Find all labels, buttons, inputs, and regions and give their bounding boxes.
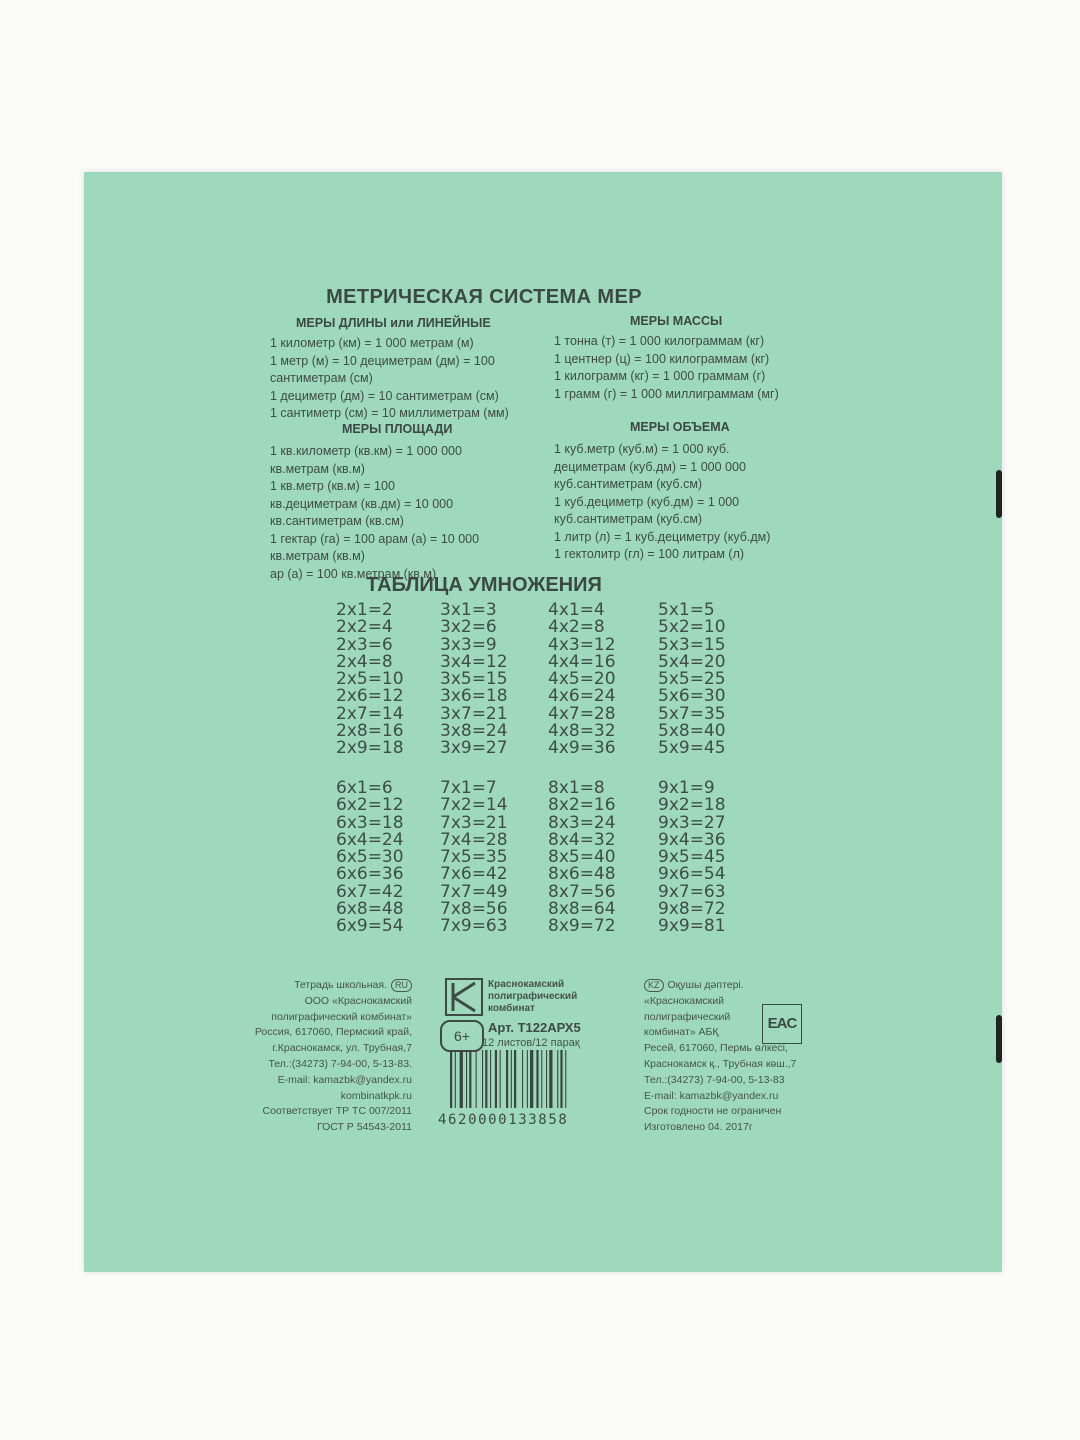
multiplication-fact: 4x4=16 xyxy=(548,651,616,672)
area-line: кв.метрам (кв.м) xyxy=(270,461,365,476)
multiplication-fact: 8x6=48 xyxy=(548,864,616,885)
volume-line: дециметрам (куб.дм) = 1 000 000 xyxy=(554,459,746,474)
multiplication-fact: 2x2=4 xyxy=(336,617,393,638)
footer-left-line: kombinatkpk.ru xyxy=(340,1089,412,1102)
multiplication-fact: 2x4=8 xyxy=(336,651,393,672)
footer-right-line: Тел.:(34273) 7-94-00, 5-13-83 xyxy=(644,1073,785,1086)
multiplication-fact: 5x9=45 xyxy=(658,738,726,759)
multiplication-column xyxy=(548,602,616,758)
multiplication-fact: 8x1=8 xyxy=(548,778,605,798)
multiplication-fact: 4x7=28 xyxy=(548,703,616,724)
multiplication-fact: 3x7=21 xyxy=(440,703,508,724)
multiplication-fact: 2x6=12 xyxy=(336,686,404,707)
footer-right-title-row xyxy=(644,978,796,994)
volume-line: куб.сантиметрам (куб.см) xyxy=(554,477,703,491)
mass-line: 1 килограмм (кг) = 1 000 граммам (г) xyxy=(554,369,766,383)
multiplication-fact: 7x3=21 xyxy=(440,812,508,833)
footer-left-line: Россия, 617060, Пермский край, xyxy=(254,1026,412,1039)
multiplication-fact: 8x5=40 xyxy=(548,847,616,868)
multiplication-fact: 4x3=12 xyxy=(548,634,616,655)
multiplication-fact: 3x4=12 xyxy=(440,651,508,672)
multiplication-fact: 9x5=45 xyxy=(658,847,726,868)
multiplication-fact: 4x2=8 xyxy=(548,617,605,638)
multiplication-fact: 7x8=56 xyxy=(440,899,508,920)
multiplication-fact: 2x3=6 xyxy=(336,634,393,655)
multiplication-fact: 3x1=3 xyxy=(440,600,497,620)
footer-center-company xyxy=(488,979,577,1015)
footer-left-line: ООО «Краснокамский xyxy=(304,994,412,1007)
multiplication-fact: 4x5=20 xyxy=(548,669,616,690)
multiplication-fact: 2x9=18 xyxy=(336,738,404,759)
multiplication-fact: 8x9=72 xyxy=(548,916,616,937)
footer-right-line: полиграфический xyxy=(644,1010,731,1023)
multiplication-fact: 6x1=6 xyxy=(336,778,393,798)
footer-left-line: ГОСТ Р 54543-2011 xyxy=(316,1121,412,1134)
multiplication-column xyxy=(548,780,616,936)
multiplication-fact: 5x8=40 xyxy=(658,721,726,742)
multiplication-fact: 7x7=49 xyxy=(440,881,508,902)
volume-list xyxy=(554,441,770,564)
footer-left-line: Соответствует ТР ТС 007/2011 xyxy=(262,1105,412,1118)
mass-title: МЕРЫ МАССЫ xyxy=(630,314,723,328)
multiplication-fact: 9x1=9 xyxy=(658,778,715,798)
multiplication-fact: 6x2=12 xyxy=(336,795,404,816)
mass-line: 1 центнер (ц) = 100 килограммам (кг) xyxy=(554,351,770,366)
multiplication-fact: 6x9=54 xyxy=(336,916,404,937)
multiplication-fact: 5x7=35 xyxy=(658,703,726,724)
volume-line: 1 куб.дециметр (куб.дм) = 1 000 xyxy=(554,494,740,509)
eac-mark: EAC xyxy=(762,1004,802,1044)
multiplication-fact: 3x8=24 xyxy=(440,721,508,742)
multiplication-fact: 9x7=63 xyxy=(658,881,726,902)
footer-left-line: полиграфический комбинат» xyxy=(271,1010,412,1023)
sheet-count: 12 листов/12 парақ xyxy=(482,1037,580,1049)
area-line: 1 кв.метр (кв.м) = 100 xyxy=(270,479,395,493)
metric-title: МЕТРИЧЕСКАЯ СИСТЕМА МЕР xyxy=(326,286,642,308)
multiplication-fact: 5x1=5 xyxy=(658,600,715,620)
multiplication-fact: 6x8=48 xyxy=(336,899,404,920)
multiplication-column xyxy=(658,602,726,758)
multiplication-fact: 8x7=56 xyxy=(548,881,616,902)
length-line: сантиметрам (см) xyxy=(270,371,373,385)
area-title: МЕРЫ ПЛОЩАДИ xyxy=(342,422,453,436)
article-number: Арт. Т122АРХ5 xyxy=(488,1020,581,1035)
multiplication-fact: 3x6=18 xyxy=(440,686,508,707)
area-line: 1 гектар (га) = 100 арам (а) = 10 000 xyxy=(270,531,480,546)
multiplication-fact: 4x8=32 xyxy=(548,721,616,742)
multiplication-fact: 3x9=27 xyxy=(440,738,508,759)
multiplication-fact: 9x9=81 xyxy=(658,916,726,937)
footer-left xyxy=(218,978,412,1136)
multiplication-fact: 7x4=28 xyxy=(440,829,508,850)
volume-line: 1 куб.метр (куб.м) = 1 000 куб. xyxy=(554,442,730,456)
length-title: МЕРЫ ДЛИНЫ или ЛИНЕЙНЫЕ xyxy=(296,316,491,330)
footer-left-line: г.Краснокамск, ул. Трубная,7 xyxy=(272,1042,412,1055)
multiplication-fact: 7x9=63 xyxy=(440,916,508,937)
multiplication-fact: 2x1=2 xyxy=(336,600,393,620)
multiplication-fact: 5x4=20 xyxy=(658,651,726,672)
multiplication-fact: 3x5=15 xyxy=(440,669,508,690)
multiplication-fact: 2x7=14 xyxy=(336,703,404,724)
volume-line: куб.сантиметрам (куб.см) xyxy=(554,512,703,526)
volume-line: 1 гектолитр (гл) = 100 литрам (л) xyxy=(554,547,745,561)
staple-top xyxy=(996,470,1002,518)
footer-right-line: «Краснокамский xyxy=(644,994,724,1007)
multiplication-fact: 6x6=36 xyxy=(336,864,404,885)
multiplication-fact: 7x5=35 xyxy=(440,847,508,868)
age-rating-badge: 6+ xyxy=(440,1020,484,1052)
multiplication-fact: 6x4=24 xyxy=(336,829,404,850)
multiplication-fact: 4x9=36 xyxy=(548,738,616,759)
mass-line: 1 грамм (г) = 1 000 миллиграммам (мг) xyxy=(554,386,779,401)
ru-badge: RU xyxy=(391,979,412,992)
footer-right-line: Краснокамск қ., Трубная көш.,7 xyxy=(644,1057,797,1070)
multiplication-fact: 9x3=27 xyxy=(658,812,726,833)
multiplication-fact: 6x5=30 xyxy=(336,847,404,868)
company-line: полиграфический xyxy=(488,991,578,1002)
footer-left-title: Тетрадь школьная. xyxy=(294,979,387,991)
footer-right-title: Оқушы дәптері. xyxy=(667,979,744,991)
barcode xyxy=(448,1050,608,1110)
notebook-back-cover xyxy=(84,172,1002,1272)
area-line: кв.сантиметрам (кв.см) xyxy=(270,514,404,528)
footer-right-line: комбинат» АБҚ xyxy=(644,1026,719,1039)
multiplication-fact: 8x4=32 xyxy=(548,829,616,850)
company-line: Краснокамский xyxy=(488,979,565,990)
footer-right-line: Изготовлено 04. 2017г xyxy=(644,1121,753,1134)
footer-right xyxy=(644,978,796,1136)
multiplication-fact: 5x6=30 xyxy=(658,686,726,707)
multiplication-fact: 9x2=18 xyxy=(658,795,726,816)
multiplication-fact: 5x3=15 xyxy=(658,634,726,655)
footer-left-line: Тел.:(34273) 7-94-00, 5-13-83. xyxy=(268,1057,412,1070)
volume-line: 1 литр (л) = 1 куб.дециметру (куб.дм) xyxy=(554,529,771,544)
multiplication-fact: 2x8=16 xyxy=(336,721,404,742)
multiplication-fact: 6x7=42 xyxy=(336,881,404,902)
kz-badge: KZ xyxy=(644,979,664,992)
length-line: 1 дециметр (дм) = 10 сантиметрам (см) xyxy=(270,388,499,403)
mass-line: 1 тонна (т) = 1 000 килограммам (кг) xyxy=(554,334,765,348)
multiplication-fact: 4x1=4 xyxy=(548,600,605,620)
length-line: 1 сантиметр (см) = 10 миллиметрам (мм) xyxy=(270,406,509,420)
multiplication-fact: 7x2=14 xyxy=(440,795,508,816)
area-list xyxy=(270,443,479,583)
multiplication-fact: 9x8=72 xyxy=(658,899,726,920)
area-line: кв.дециметрам (кв.дм) = 10 000 xyxy=(270,496,454,511)
multiplication-fact: 6x3=18 xyxy=(336,812,404,833)
staple-bottom xyxy=(996,1015,1002,1063)
multiplication-fact: 8x2=16 xyxy=(548,795,616,816)
multiplication-column xyxy=(658,780,726,936)
multiplication-fact: 5x5=25 xyxy=(658,669,726,690)
multiplication-fact: 3x2=6 xyxy=(440,617,497,638)
company-line: комбинат xyxy=(488,1003,535,1014)
footer-right-line: Ресей, 617060, Пермь өлкесі, xyxy=(644,1042,788,1055)
multiplication-column xyxy=(336,602,404,758)
area-line: кв.метрам (кв.м) xyxy=(270,549,365,563)
length-line: 1 метр (м) = 10 дециметрам (дм) = 100 xyxy=(270,353,495,368)
volume-title: МЕРЫ ОБЪЕМА xyxy=(630,420,730,434)
multiplication-title: ТАБЛИЦА УМНОЖЕНИЯ xyxy=(366,574,602,596)
multiplication-fact: 2x5=10 xyxy=(336,669,404,690)
kpk-logo xyxy=(445,978,483,1016)
area-line: ар (а) = 100 кв.метрам (кв.м) xyxy=(270,566,437,581)
length-line: 1 километр (км) = 1 000 метрам (м) xyxy=(270,336,474,350)
multiplication-column xyxy=(336,780,404,936)
footer-left-line: E-mail: kamazbk@yandex.ru xyxy=(277,1073,412,1086)
multiplication-fact: 7x6=42 xyxy=(440,864,508,885)
footer-left-title-row xyxy=(218,978,412,994)
multiplication-column xyxy=(440,602,508,758)
multiplication-fact: 9x6=54 xyxy=(658,864,726,885)
length-list xyxy=(270,335,509,423)
multiplication-fact: 9x4=36 xyxy=(658,829,726,850)
footer-right-line: E-mail: kamazbk@yandex.ru xyxy=(644,1089,779,1102)
multiplication-fact: 7x1=7 xyxy=(440,778,497,798)
mass-list xyxy=(554,333,779,403)
barcode-number: 4620000133858 xyxy=(438,1112,569,1128)
multiplication-fact: 5x2=10 xyxy=(658,617,726,638)
multiplication-column xyxy=(440,780,508,936)
multiplication-fact: 8x3=24 xyxy=(548,812,616,833)
footer-right-line: Срок годности не ограничен xyxy=(644,1105,782,1118)
multiplication-fact: 4x6=24 xyxy=(548,686,616,707)
multiplication-fact: 8x8=64 xyxy=(548,899,616,920)
multiplication-fact: 3x3=9 xyxy=(440,634,497,655)
area-line: 1 кв.километр (кв.км) = 1 000 000 xyxy=(270,444,462,458)
